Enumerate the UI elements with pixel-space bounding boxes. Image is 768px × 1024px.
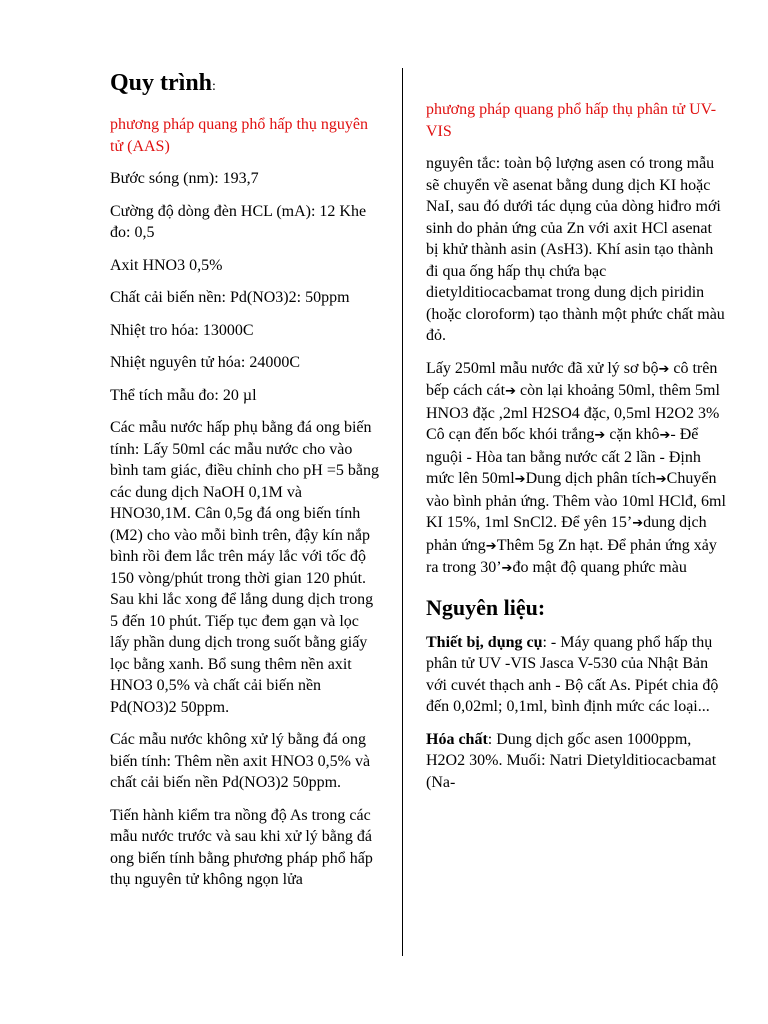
aas-method-title: phương pháp quang phổ hấp thụ nguyên tử (AAS) bbox=[110, 116, 368, 155]
arrow-icon: ➔ bbox=[514, 472, 526, 487]
equipment-text: : - Máy quang phổ hấp thụ phân tử UV -VIS Jasca V-530 của Nhật Bản với cuvét thạch anh - Bộ cất As. Pipét chia độ đến 0,02ml; 0,1ml, bình định mức các loại... bbox=[426, 633, 719, 715]
materials-heading: Nguyên liệu: bbox=[426, 594, 546, 620]
column-divider bbox=[402, 68, 403, 956]
page-heading bbox=[110, 68, 382, 102]
arrow-icon: ➔ bbox=[594, 428, 606, 443]
arrow-icon: ➔ bbox=[501, 561, 513, 576]
step-4: cặn khô bbox=[605, 426, 660, 443]
procedure-paragraph bbox=[426, 358, 726, 580]
paragraph-measurement: Tiến hành kiểm tra nồng độ As trong các mẫu nước trước và sau khi xử lý bằng đá ong biến tính bằng phương pháp phổ hấp thụ nguyên tử không ngọn lửa bbox=[110, 806, 373, 888]
step-5: - Để nguội - Hòa tan bằng nước cất 2 lần - Định mức lên 50ml bbox=[426, 426, 701, 487]
arrow-icon: ➔ bbox=[632, 516, 644, 531]
arrow-icon: ➔ bbox=[659, 428, 671, 443]
equipment-paragraph bbox=[426, 632, 726, 718]
param-atomization-temp: Nhiệt nguyên tử hóa: 24000C bbox=[110, 354, 300, 371]
principle-paragraph: nguyên tắc: toàn bộ lượng asen có trong mẫu sẽ chuyển về asenat bằng dung dịch KI hoặc NaI, sau đó dưới tác dụng của dòng hiđro mới sinh do phản ứng của Zn với axit HCl asenat bị khử thành asin (AsH3). Khí asin tạo thành đi qua ống hấp thụ chứa bạc dietylditiocacbamat trong dung dịch piridin (hoặc cloroform) tạo thành một phức chất màu đỏ. bbox=[426, 155, 725, 344]
step-10: đo mật độ quang phức màu bbox=[512, 559, 687, 576]
param-modifier: Chất cải biến nền: Pd(NO3)2: 50ppm bbox=[110, 289, 350, 306]
uvvis-method-title: phương pháp quang phổ hấp thụ phân tử UV-VIS bbox=[426, 101, 717, 140]
step-2: cô trên bếp cách cát bbox=[426, 359, 718, 399]
arrow-icon: ➔ bbox=[485, 538, 497, 554]
paragraph-treated-samples: Các mẫu nước hấp phụ bằng đá ong biến tính: Lấy 50ml các mẫu nước cho vào bình tam giác, điều chỉnh cho pH =5 bằng các dung dịch NaOH 0,1M và HNO30,1M. Cân 0,5g đá ong biến tính (M2) cho vào mỗi bình trên, đậy kín nắp bình rồi đem lắc trên máy lắc với tốc độ 150 vòng/phút trong thời gian 120 phút. Sau khi lắc xong để lắng dung dịch trong 5 đến 10 phút. Tiếp tục đem gạn và lọc lấy phần dung dịch trong suốt bằng giấy lọc bằng xanh. Bổ sung thêm nền axit HNO3 0,5% và chất cải biến nền Pd(NO3)2 50ppm. bbox=[110, 419, 379, 716]
param-acid: Axit HNO3 0,5% bbox=[110, 256, 223, 274]
param-wavelength: Bước sóng (nm): 193,7 bbox=[110, 170, 259, 187]
step-7: Chuyển vào bình phản ứng. Thêm vào 10ml HClđ, 6ml KI 15%, 1ml SnCl2. Để yên 15’ bbox=[426, 470, 726, 531]
arrow-icon: ➔ bbox=[655, 472, 667, 487]
param-sample-volume: Thể tích mẫu đo: 20 µl bbox=[110, 386, 257, 404]
chemicals-paragraph bbox=[426, 729, 726, 794]
param-ashing-temp: Nhiệt tro hóa: 13000C bbox=[110, 321, 254, 339]
step-9: Thêm 5g Zn hạt. Để phản ứng xảy ra trong 30’ bbox=[426, 536, 717, 576]
step-8: dung dịch phản ứng bbox=[426, 514, 707, 554]
heading-colon: : bbox=[212, 79, 216, 94]
left-column bbox=[110, 0, 382, 891]
chemicals-label: Hóa chất bbox=[426, 730, 488, 748]
step-3: còn lại khoảng 50ml, thêm 5ml HNO3 đặc ,2ml H2SO4 đặc, 0,5ml H2O2 3% Cô cạn đến bốc khói trắng bbox=[426, 382, 720, 443]
equipment-label: Thiết bị, dụng cụ bbox=[426, 633, 543, 651]
right-column bbox=[426, 0, 726, 793]
step-6: Dung dịch phân tích bbox=[525, 470, 656, 487]
arrow-icon: ➔ bbox=[658, 361, 670, 377]
chemicals-text: : Dung dịch gốc asen 1000ppm, H2O2 30%. Muối: Natri Dietylditiocacbamat (Na- bbox=[426, 730, 717, 791]
paragraph-untreated-samples: Các mẫu nước không xử lý bằng đá ong biến tính: Thêm nền axit HNO3 0,5% và chất cải biến nền Pd(NO3)2 50ppm. bbox=[110, 731, 371, 791]
step-1: Lấy 250ml mẫu nước đã xử lý sơ bộ bbox=[426, 359, 659, 377]
param-lamp-current: Cường độ dòng đèn HCL (mA): 12 Khe đo: 0,5 bbox=[110, 202, 367, 241]
heading-text: Quy trình bbox=[110, 70, 213, 96]
arrow-icon: ➔ bbox=[505, 384, 516, 399]
